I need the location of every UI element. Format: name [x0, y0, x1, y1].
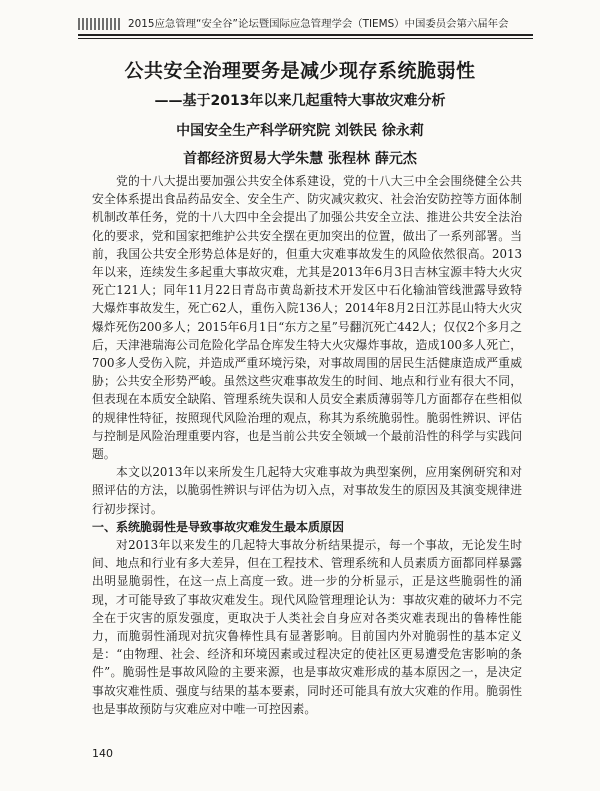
section-1-heading: 一、系统脆弱性是导致事故灾难发生最本质原因 — [92, 519, 345, 534]
article-subtitle: ——基于2013年以来几起重特大事故灾难分析 — [154, 93, 446, 109]
section-1-paragraph: 对2013年以来发生的几起特大事故分析结果提示，每一个事故，无论发生时间、地点和行业有多大差异，但在工程技术、管理系统和人员素质方面都同样暴露出明显脆弱性，在这一点上高度一致。进一步的分析显示，正是这些脆弱性的涌现，才可能导致了事故灾难发生。现代风险管理理论认为：事故灾难的破坏力不完全在于灾害的原发强度，更取决于人类社会自身应对各类灾难表现出的鲁棒性能力，而脆弱性涌现对抗灾鲁棒性具有显著影响。目前国内外对脆弱性的基本定义是：“由物理、社会、经济和环境因素或过程决定的使社区更易遭受危害影响的条件”。脆弱性是事故风险的主要来源，也是事故灾难形成的基本原因之一，是决定事故灾难性质、强度与结果的基本要素，同时还可能具有放大灾难的作用。脆弱性也是事故预防与灾难应对中唯一可控因素。 — [92, 538, 522, 716]
body-paragraph-2: 本文以2013年以来所发生几起特大灾难事故为典型案例，应用案例研究和对照评估的方法，以脆弱性辨识与评估为切入点，对事故发生的原因及其演变规律进行初步探讨。 — [92, 465, 522, 516]
header-logo-mark — [78, 18, 122, 30]
header-rule-thin — [78, 38, 533, 39]
authors-line-1: 中国安全生产科学研究院 刘铁民 徐永莉 — [176, 123, 424, 139]
article-title: 公共安全治理要务是减少现存系统脆弱性 — [124, 60, 476, 82]
running-header-text: 2015应急管理“安全谷”论坛暨国际应急管理学会（TIEMS）中国委员会第六届年会 — [128, 18, 509, 30]
header-rule-thick — [78, 34, 533, 36]
page-number: 140 — [92, 747, 113, 760]
running-header — [78, 14, 533, 42]
body-paragraph-1: 党的十八大提出要加强公共安全体系建设，党的十八大三中全会围绕健全公共安全体系提出食品药品安全、安全生产、防灾减灾救灾、社会治安防控等方面体制机制改革任务，党的十八大四中全会提出了加强公共安全立法、推进公共安全法治化的要求，党和国家把维护公共安全摆在更加突出的位置，做出了一系列部署。当前，我国公共安全形势总体是好的，但重大灾难事故发生的风险依然很高。2013年以来，连续发生多起重大事故灾难，尤其是2013年6月3日吉林宝源丰特大火灾死亡121人；同年11月22日青岛市黄岛新技术开发区中石化输油管线泄露导致特大爆炸事故发生，死亡62人，重伤入院136人；2014年8月2日江苏昆山特大火灾爆炸死伤200多人；2015年6月1日“东方之星”号翻沉死亡442人；仅仅2个多月之后，天津港瑞海公司危险化学品仓库发生特大火灾爆炸事故，造成100多人死亡，700多人受伤入院，并造成严重环境污染，对事故周围的居民生活健康造成严重威胁；公共安全形势严峻。虽然这些灾难事故发生的时间、地点和行业有很大不同，但表现在本质安全缺陷、管理系统失误和人员安全素质薄弱等几方面都存在些相似的规律性特征，按照现代风险治理的观点，称其为系统脆弱性。脆弱性辨识、评估与控制是风险治理重要内容，也是当前公共安全领域一个最前沿性的科学与实践问题。 — [92, 174, 522, 462]
article-body — [92, 172, 522, 718]
authors-line-2: 首都经济贸易大学朱慧 张程林 薛元杰 — [183, 151, 417, 167]
